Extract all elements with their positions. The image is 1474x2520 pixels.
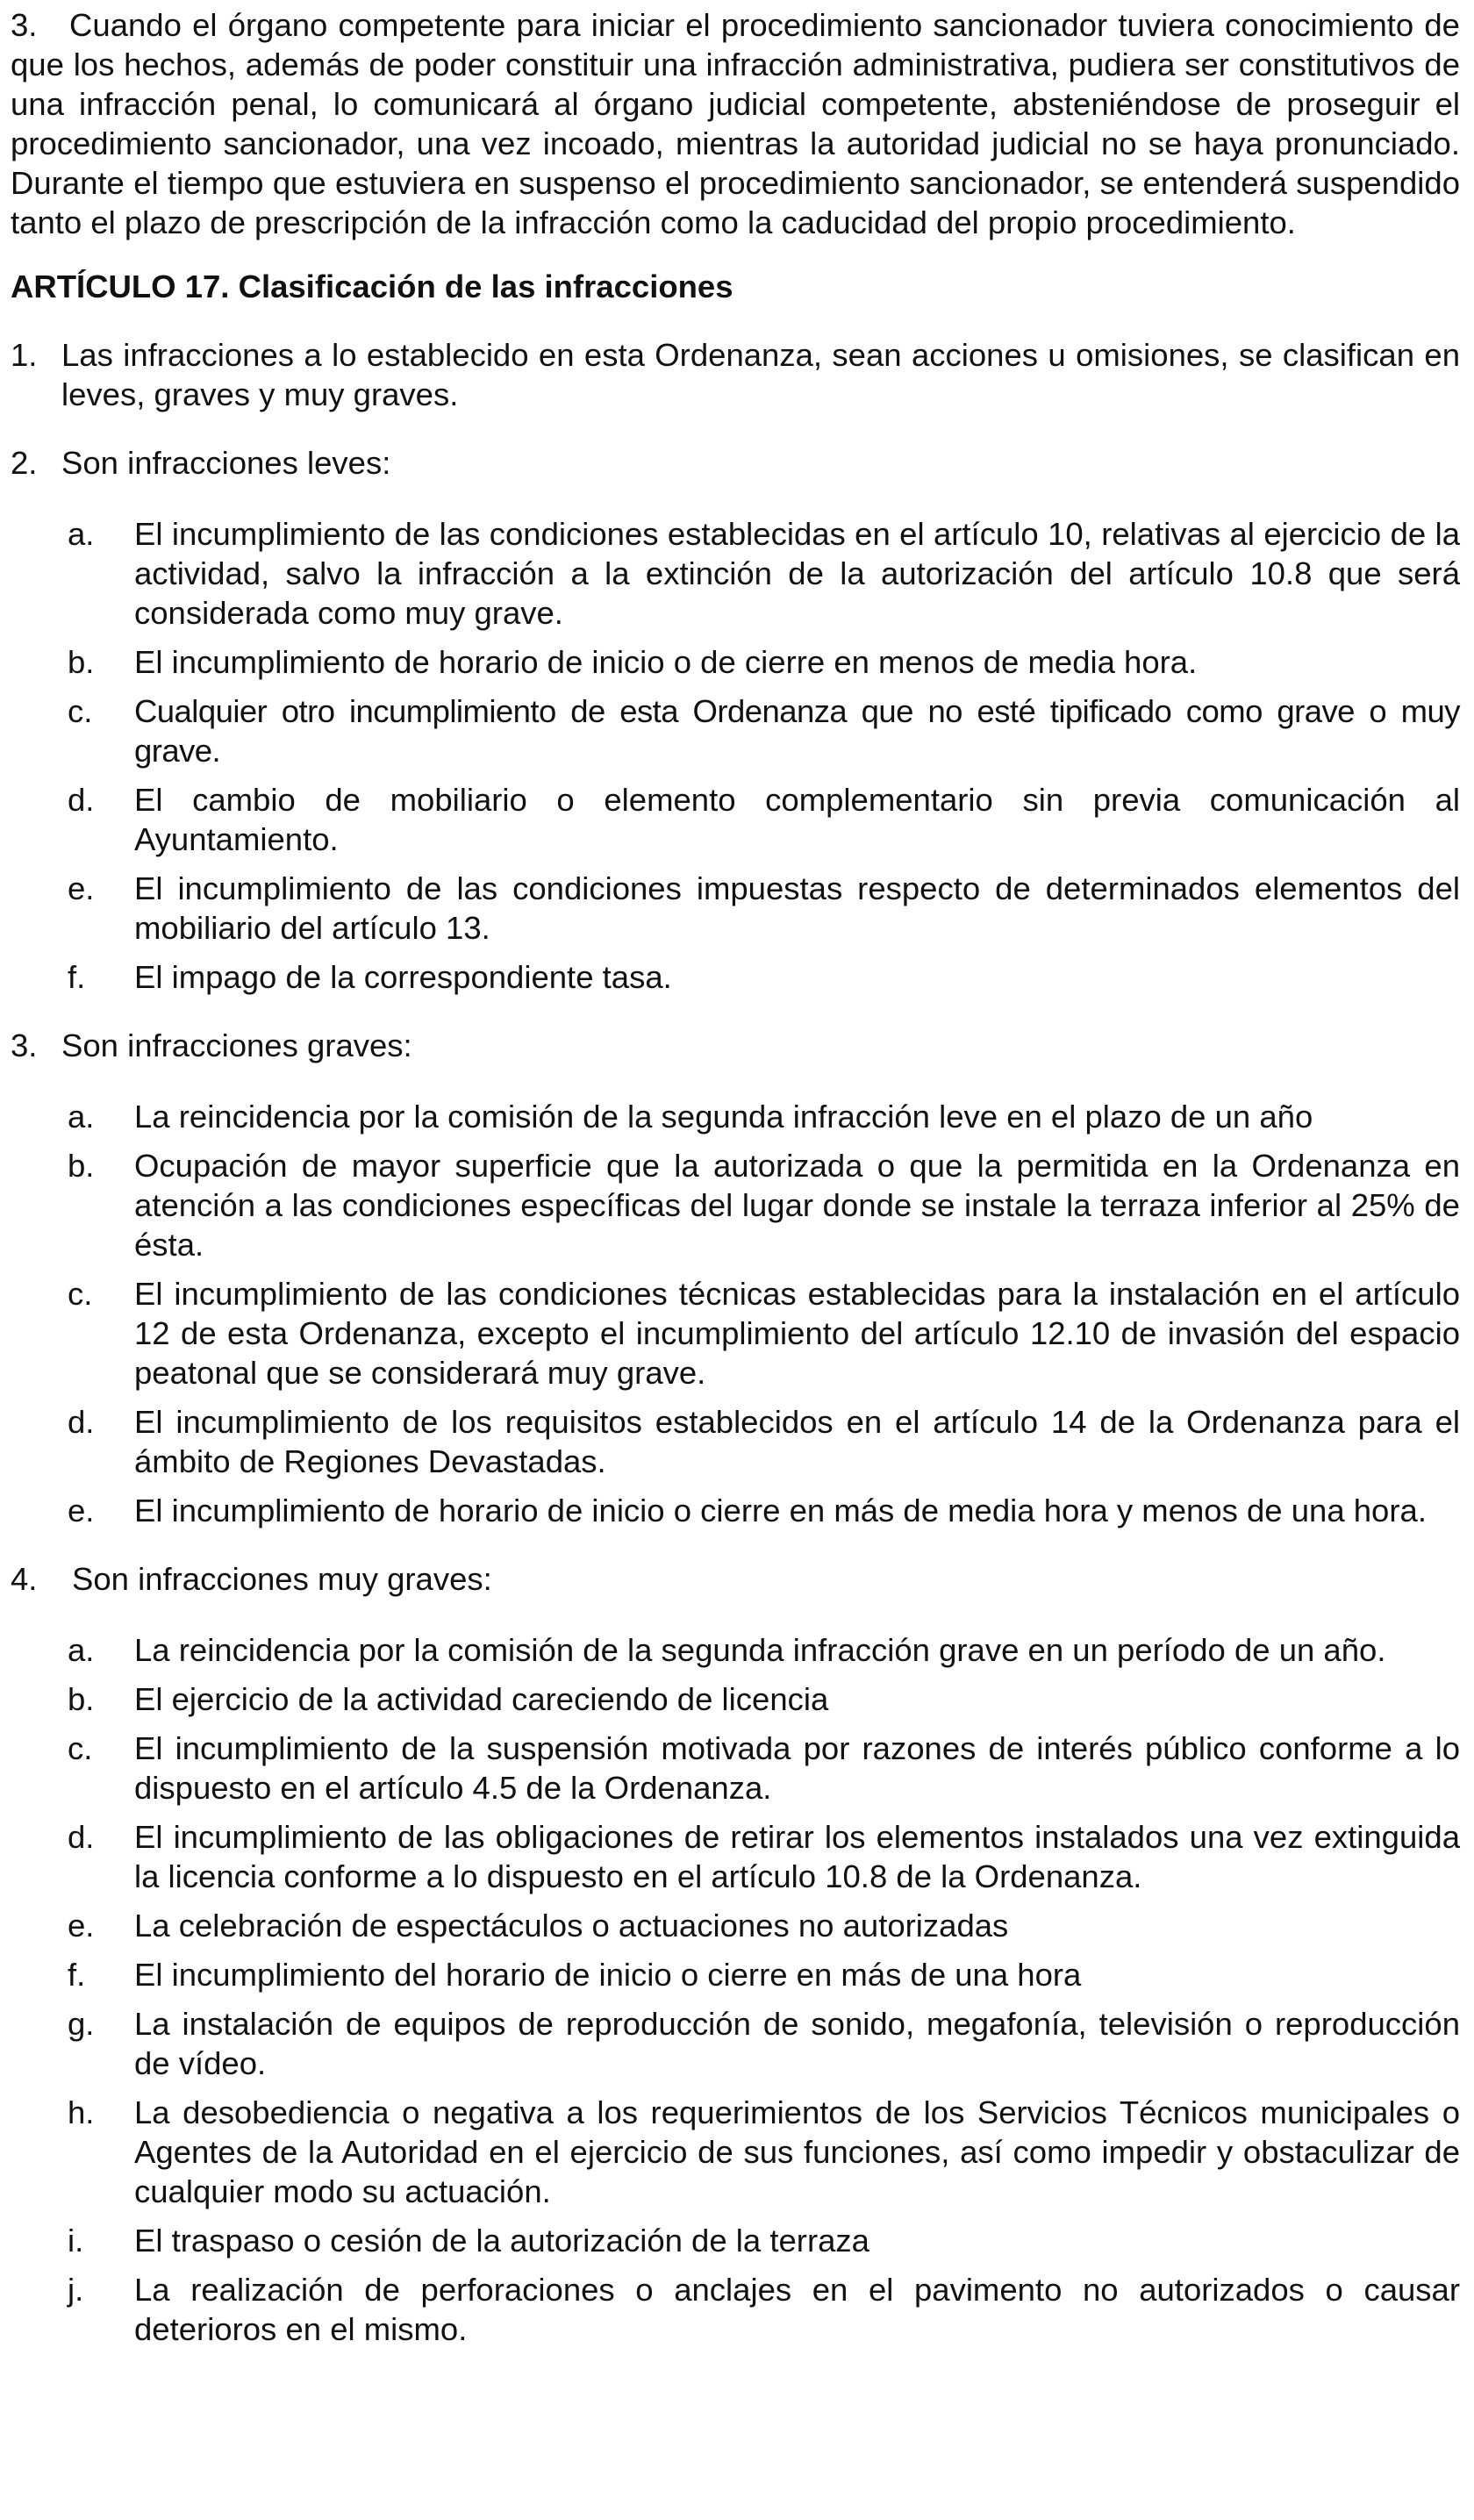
numbered-paragraph-4 — [11, 1559, 1460, 1599]
list-item — [68, 869, 1460, 948]
list-item-text: El incumplimiento del horario de inicio o cierre en más de una hora — [134, 1957, 1082, 1993]
leves-list — [11, 514, 1460, 997]
intro-text: Cuando el órgano competente para iniciar el procedimiento sancionador tuviera conocimiento de que los hechos, además de poder constituir una infracción administrativa, pudiera ser constitutivos de una infracción penal, lo comunicará al órgano judicial competente, absteniéndose de proseguir el procedimiento sancionador, una vez incoado, mientras la autoridad judicial no se haya pronunciado. Durante el tiempo que estuviera en suspenso el procedimiento sancionador, se entenderá suspendido tanto el plazo de prescripción de la infracción como la caducidad del propio procedimiento. — [11, 7, 1460, 240]
intro-paragraph — [11, 5, 1460, 242]
list-item-text: El incumplimiento de horario de inicio o cierre en más de media hora y menos de una hora. — [134, 1493, 1427, 1528]
list-item — [68, 1955, 1460, 1994]
list-item-text: El incumplimiento de horario de inicio o de cierre en menos de media hora. — [134, 644, 1198, 680]
list-item-text: Cualquier otro incumplimiento de esta Ordenanza que no esté tipificado como grave o muy grave. — [134, 693, 1460, 769]
numbered-paragraph-3 — [11, 1026, 1460, 1065]
list-item-letter: a. — [68, 516, 95, 552]
list-item — [68, 2093, 1460, 2211]
list-item-letter: j. — [68, 2272, 84, 2308]
list-item-text: El traspaso o cesión de la autorización de la terraza — [134, 2223, 869, 2259]
list-item — [68, 2004, 1460, 2083]
intro-number: 3. — [11, 7, 38, 43]
list-item — [68, 2221, 1460, 2260]
document-page — [11, 5, 1460, 2359]
list-item-text: Ocupación de mayor superficie que la autorizada o que la permitida en la Ordenanza en atención a las condiciones específicas del lugar donde se instale la terraza inferior al 25% de ésta. — [134, 1148, 1460, 1263]
paragraph-text: Las infracciones a lo establecido en esta Ordenanza, sean acciones u omisiones, se clasifican en leves, graves y muy graves. — [61, 337, 1460, 412]
list-item — [68, 1146, 1460, 1264]
muy-graves-list — [11, 1630, 1460, 2349]
list-item-text: El ejercicio de la actividad careciendo de licencia — [134, 1681, 829, 1717]
list-item-letter: f. — [68, 1957, 86, 1993]
numbered-paragraph-1 — [11, 335, 1460, 414]
paragraph-text: Son infracciones muy graves: — [72, 1561, 492, 1597]
list-item-text: La desobediencia o negativa a los requerimientos de los Servicios Técnicos municipales o Agentes de la Autoridad en el ejercicio de sus funciones, así como impedir y obstaculizar de cualquier modo su actuación. — [134, 2094, 1460, 2209]
list-item-text: El cambio de mobiliario o elemento complementario sin previa comunicación al Ayuntamiento. — [134, 782, 1460, 857]
list-item — [68, 1402, 1460, 1481]
list-item — [68, 1630, 1460, 1670]
list-item-letter: g. — [68, 2006, 95, 2042]
paragraph-number: 2. — [11, 445, 38, 481]
list-item-letter: d. — [68, 782, 95, 818]
list-item-letter: c. — [68, 1730, 93, 1766]
list-item-letter: a. — [68, 1099, 95, 1135]
list-item — [68, 1817, 1460, 1896]
list-item-text: El incumplimiento de las condiciones impuestas respecto de determinados elementos del mobiliario del artículo 13. — [134, 870, 1460, 946]
list-item-text: El incumplimiento de la suspensión motivada por razones de interés público conforme a lo dispuesto en el artículo 4.5 de la Ordenanza. — [134, 1730, 1460, 1806]
paragraph-text: Son infracciones leves: — [61, 445, 391, 481]
list-item — [68, 1491, 1460, 1530]
list-item-text: El incumplimiento de las condiciones establecidas en el artículo 10, relativas al ejercicio de la actividad, salvo la infracción a la extinción de la autorización del artículo 10.8 que será considerada como muy grave. — [134, 516, 1460, 631]
list-item-letter: f. — [68, 959, 86, 995]
list-item — [68, 642, 1460, 682]
list-item — [68, 691, 1460, 770]
list-item-letter: b. — [68, 644, 95, 680]
list-item-letter: c. — [68, 1276, 93, 1312]
list-item-letter: e. — [68, 1908, 95, 1944]
list-item-letter: a. — [68, 1632, 95, 1668]
list-item — [68, 1097, 1460, 1136]
list-item-text: El incumplimiento de los requisitos establecidos en el artículo 14 de la Ordenanza para el ámbito de Regiones Devastadas. — [134, 1404, 1460, 1479]
list-item-letter: e. — [68, 1493, 95, 1528]
list-item-letter: b. — [68, 1681, 95, 1717]
paragraph-text: Son infracciones graves: — [61, 1027, 412, 1063]
list-item-letter: d. — [68, 1819, 95, 1855]
list-item-letter: e. — [68, 870, 95, 906]
paragraph-number: 1. — [11, 337, 38, 373]
list-item — [68, 780, 1460, 859]
numbered-paragraph-2 — [11, 443, 1460, 483]
list-item-text: La reincidencia por la comisión de la segunda infracción leve en el plazo de un año — [134, 1099, 1313, 1135]
list-item-letter: d. — [68, 1404, 95, 1440]
paragraph-number: 4. — [11, 1561, 38, 1597]
list-item-text: El incumplimiento de las condiciones técnicas establecidas para la instalación en el artículo 12 de esta Ordenanza, excepto el incumplimiento del artículo 12.10 de invasión del espacio peatonal que se considerará muy grave. — [134, 1276, 1460, 1391]
paragraph-number: 3. — [11, 1027, 38, 1063]
list-item-letter: c. — [68, 693, 93, 729]
list-item-text: La celebración de espectáculos o actuaciones no autorizadas — [134, 1908, 1009, 1944]
list-item — [68, 2270, 1460, 2349]
list-item-text: El incumplimiento de las obligaciones de retirar los elementos instalados una vez extinguida la licencia conforme a lo dispuesto en el artículo 10.8 de la Ordenanza. — [134, 1819, 1460, 1894]
list-item-text: El impago de la correspondiente tasa. — [134, 959, 672, 995]
list-item-text: La reincidencia por la comisión de la segunda infracción grave en un período de un año. — [134, 1632, 1386, 1668]
list-item-text: La realización de perforaciones o anclajes en el pavimento no autorizados o causar deterioros en el mismo. — [134, 2272, 1460, 2347]
list-item — [68, 1729, 1460, 1808]
graves-list — [11, 1097, 1460, 1530]
article-heading: ARTÍCULO 17. Clasificación de las infracciones — [11, 268, 733, 304]
list-item — [68, 514, 1460, 633]
list-item-text: La instalación de equipos de reproducción de sonido, megafonía, televisión o reproducción de vídeo. — [134, 2006, 1460, 2081]
list-item-letter: b. — [68, 1148, 95, 1184]
list-item — [68, 1274, 1460, 1392]
list-item — [68, 1906, 1460, 1945]
list-item-letter: h. — [68, 2094, 95, 2130]
list-item-letter: i. — [68, 2223, 84, 2259]
list-item — [68, 1679, 1460, 1719]
list-item — [68, 957, 1460, 997]
